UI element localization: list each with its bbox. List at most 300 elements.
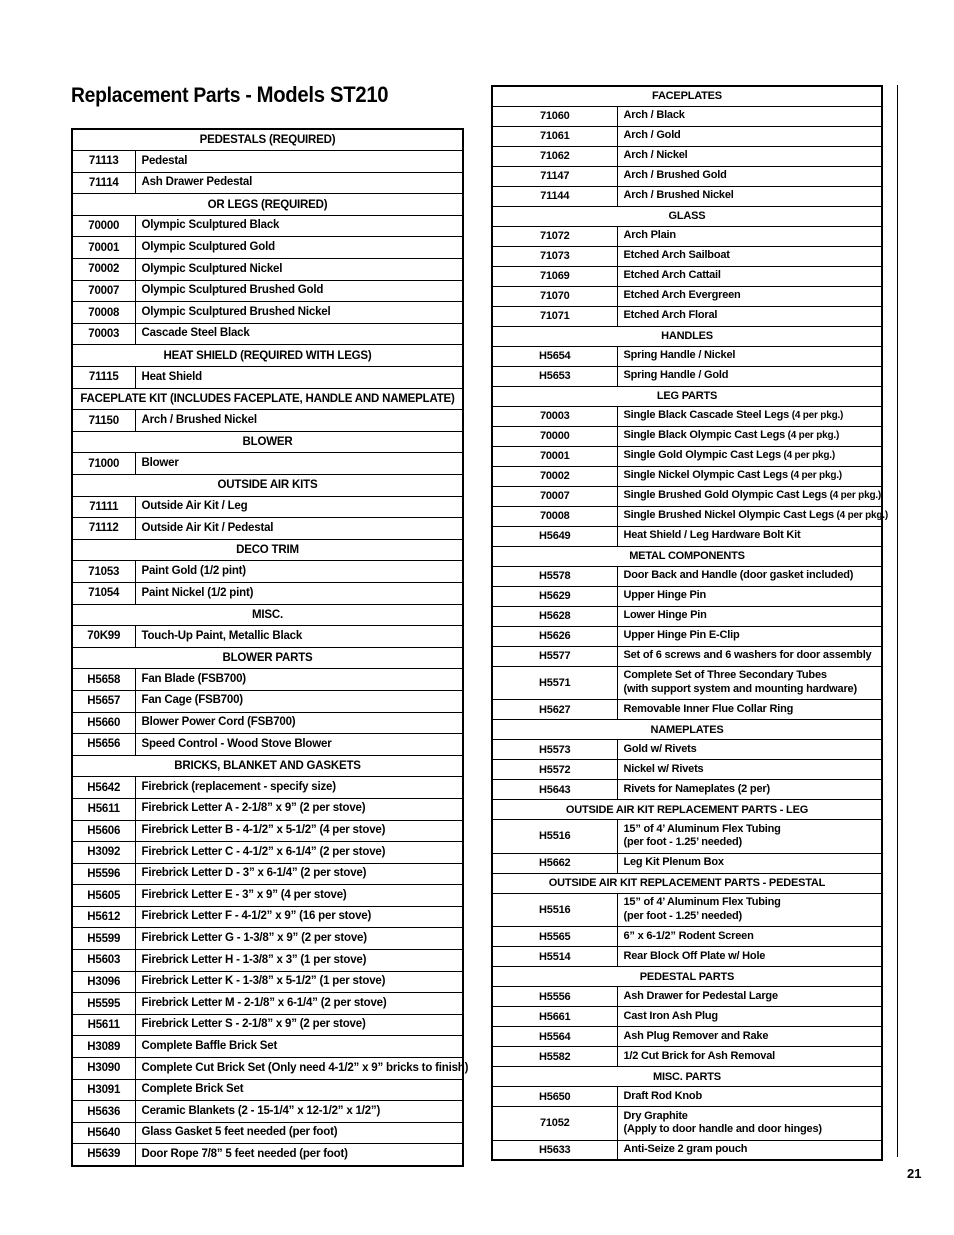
part-number: H5657 (72, 690, 135, 712)
part-row (492, 1027, 882, 1047)
part-description-text: Etched Arch Sailboat (623, 249, 730, 262)
part-description-text: Draft Rod Knob (623, 1089, 702, 1102)
part-number: H5516 (492, 820, 617, 854)
part-description-text: Touch-Up Paint, Metallic Black (141, 629, 303, 642)
part-row (72, 237, 463, 259)
right-parts-table (491, 85, 889, 1161)
part-description (617, 820, 882, 854)
part-number: H5611 (72, 798, 135, 820)
section-header-row (492, 720, 882, 740)
part-description-text: Upper Hinge Pin (623, 589, 707, 602)
part-row (72, 367, 463, 389)
section-header-row (492, 967, 882, 987)
part-description-text: Firebrick Letter B - 4-1/2” x 5-1/2” (4 per stove) (141, 824, 386, 837)
part-row (492, 646, 882, 666)
part-row (72, 777, 463, 799)
part-row (492, 266, 882, 286)
part-description (135, 734, 463, 756)
part-description-text: Firebrick Letter S - 2-1/8” x 9” (2 per stove) (141, 1018, 366, 1031)
page-number: 21 (907, 1166, 922, 1181)
part-row (492, 666, 882, 700)
part-package-note: (4 per pkg.) (833, 510, 889, 522)
part-description (617, 426, 882, 446)
part-number: 71062 (492, 146, 617, 166)
part-number: H5605 (72, 885, 135, 907)
part-row (492, 466, 882, 486)
section-header-row (72, 647, 463, 669)
part-description (617, 486, 882, 506)
part-description (617, 666, 882, 700)
part-description (617, 853, 882, 873)
part-description (135, 453, 463, 475)
part-description-text: Paint Nickel (1/2 pint) (141, 586, 254, 599)
part-description-text: Cast Iron Ash Plug (623, 1009, 718, 1022)
part-description (617, 1087, 882, 1107)
part-number: 71112 (72, 518, 135, 540)
part-description (617, 1140, 882, 1160)
part-row (72, 1036, 463, 1058)
part-description (617, 586, 882, 606)
part-row (72, 215, 463, 237)
part-row (72, 626, 463, 648)
part-description (617, 346, 882, 366)
part-description (135, 367, 463, 389)
part-description-text: Firebrick Letter C - 4-1/2” x 6-1/4” (2 per stove) (141, 845, 386, 858)
part-description (135, 798, 463, 820)
part-row (492, 346, 882, 366)
part-number: 70007 (492, 486, 617, 506)
part-number: H3091 (72, 1079, 135, 1101)
part-row (72, 1058, 463, 1080)
part-description (135, 971, 463, 993)
section-header: GLASS (492, 206, 882, 226)
part-number: H5556 (492, 987, 617, 1007)
part-description-text: Single Gold Olympic Cast Legs (623, 449, 781, 462)
part-row (492, 506, 882, 526)
section-header-row (492, 546, 882, 566)
section-header-row (492, 873, 882, 893)
part-package-note: (4 per pkg.) (826, 490, 882, 502)
part-description-text: Speed Control - Wood Stove Blower (141, 737, 332, 750)
section-header-row (72, 604, 463, 626)
part-description-text: Firebrick Letter A - 2-1/8” x 9” (2 per stove) (141, 802, 366, 815)
part-number: H5606 (72, 820, 135, 842)
part-description (135, 323, 463, 345)
part-row (492, 226, 882, 246)
part-description (135, 885, 463, 907)
part-description (617, 626, 882, 646)
part-number: H5628 (492, 606, 617, 626)
part-row (492, 146, 882, 166)
part-description (135, 1079, 463, 1101)
part-row (72, 1144, 463, 1166)
part-number: 71069 (492, 266, 617, 286)
part-row (72, 669, 463, 691)
part-description-text: Complete Brick Set (141, 1083, 244, 1096)
part-row (72, 820, 463, 842)
part-description-text: Glass Gasket 5 feet needed (per foot) (141, 1126, 338, 1139)
part-number: 71111 (72, 496, 135, 518)
part-number: H3096 (72, 971, 135, 993)
part-row (492, 246, 882, 266)
part-number: H5573 (492, 740, 617, 760)
part-row (72, 928, 463, 950)
section-header: DECO TRIM (72, 539, 463, 561)
part-description (135, 906, 463, 928)
part-description (135, 518, 463, 540)
part-number: H5633 (492, 1140, 617, 1160)
part-number: 70003 (492, 406, 617, 426)
part-description-text: Firebrick (replacement - specify size) (141, 780, 336, 793)
part-number: H5572 (492, 760, 617, 780)
section-header: PEDESTALS (REQUIRED) (72, 129, 463, 151)
part-number: 70001 (72, 237, 135, 259)
section-header: OUTSIDE AIR KITS (72, 475, 463, 497)
part-row (72, 323, 463, 345)
part-number: 70008 (492, 506, 617, 526)
part-description-text: Fan Cage (FSB700) (141, 694, 243, 707)
part-number: 70002 (492, 466, 617, 486)
section-header-row (72, 388, 463, 410)
part-row (492, 700, 882, 720)
part-number: H5577 (492, 646, 617, 666)
part-number: H5653 (492, 366, 617, 386)
part-number: 71144 (492, 186, 617, 206)
part-description-text: Nickel w/ Rivets (623, 762, 704, 775)
part-number: H5642 (72, 777, 135, 799)
part-description (135, 842, 463, 864)
part-description (135, 626, 463, 648)
part-number: H5596 (72, 863, 135, 885)
part-description (135, 820, 463, 842)
section-header-row (492, 1067, 882, 1087)
part-row (492, 626, 882, 646)
part-description (135, 863, 463, 885)
part-description (135, 1144, 463, 1166)
part-number: H5582 (492, 1047, 617, 1067)
part-number: 71053 (72, 561, 135, 583)
part-number: 71114 (72, 172, 135, 194)
part-description-text: Ceramic Blankets (2 - 15-1/4” x 12-1/2” x 1/2”) (141, 1104, 381, 1117)
section-header: FACEPLATES (492, 86, 882, 106)
part-row (72, 496, 463, 518)
part-row (72, 690, 463, 712)
part-description-text: Gold w/ Rivets (623, 742, 697, 755)
part-number: 70000 (492, 426, 617, 446)
part-description-text: Heat Shield / Leg Hardware Bolt Kit (623, 529, 801, 542)
part-row (492, 306, 882, 326)
part-description-text: Arch / Black (623, 109, 685, 122)
part-description (135, 1036, 463, 1058)
part-description-text: Etched Arch Cattail (623, 269, 721, 282)
part-row (72, 971, 463, 993)
part-description-text: Firebrick Letter G - 1-3/8” x 9” (2 per stove) (141, 932, 367, 945)
part-description-text: Firebrick Letter M - 2-1/8” x 6-1/4” (2 per stove) (141, 996, 387, 1009)
part-description-text: Firebrick Letter F - 4-1/2” x 9” (16 per stove) (141, 910, 372, 923)
part-row (72, 950, 463, 972)
part-package-note: (4 per pkg.) (787, 470, 842, 482)
part-number: 71052 (492, 1107, 617, 1141)
part-row (72, 842, 463, 864)
part-description (135, 561, 463, 583)
part-description (617, 740, 882, 760)
part-row (492, 893, 882, 927)
part-description (135, 1014, 463, 1036)
page-title-models: Models ST210 (256, 82, 389, 107)
page-title (71, 82, 388, 108)
part-description (135, 151, 463, 173)
part-number: H5611 (72, 1014, 135, 1036)
part-number: 71000 (72, 453, 135, 475)
part-description-text: Arch / Brushed Nickel (141, 413, 257, 426)
part-number: H5661 (492, 1007, 617, 1027)
part-number: 71150 (72, 410, 135, 432)
part-description (617, 506, 889, 526)
section-header: HANDLES (492, 326, 882, 346)
part-number: 71073 (492, 246, 617, 266)
part-description (135, 1058, 469, 1080)
part-number: H5599 (72, 928, 135, 950)
part-number: 70007 (72, 280, 135, 302)
part-description-text: Complete Baffle Brick Set (141, 1039, 278, 1052)
part-description-text: Arch / Nickel (623, 149, 688, 162)
part-number: H5626 (492, 626, 617, 646)
part-row (72, 863, 463, 885)
part-number: H5660 (72, 712, 135, 734)
part-number: H5595 (72, 993, 135, 1015)
part-description-text: Paint Gold (1/2 pint) (141, 564, 246, 577)
part-description (617, 1047, 882, 1067)
section-header: FACEPLATE KIT (INCLUDES FACEPLATE, HANDLE AND NAMEPLATE) (72, 388, 463, 410)
section-header-row (72, 475, 463, 497)
part-description-text: Blower (141, 456, 179, 469)
section-header-row (72, 755, 463, 777)
part-row (72, 1101, 463, 1123)
section-header-row (492, 206, 882, 226)
margin-rule (897, 85, 898, 1157)
section-header-row (492, 800, 882, 820)
section-header: MISC. (72, 604, 463, 626)
part-description-text: Door Rope 7/8” 5 feet needed (per foot) (141, 1147, 348, 1160)
part-row (492, 446, 882, 466)
part-description-text: Olympic Sculptured Brushed Gold (141, 284, 324, 297)
part-description-text: Rivets for Nameplates (2 per) (623, 782, 770, 795)
part-row (72, 734, 463, 756)
part-description-text: Spring Handle / Gold (623, 369, 729, 382)
part-number: H5514 (492, 947, 617, 967)
part-number: H5662 (492, 853, 617, 873)
part-description (617, 947, 882, 967)
part-description-note: (per foot - 1.25’ needed) (623, 836, 742, 849)
part-number: H3089 (72, 1036, 135, 1058)
part-description (617, 466, 882, 486)
part-description-text: Firebrick Letter K - 1-3/8” x 5-1/2” (1 per stove) (141, 975, 386, 988)
part-description (617, 893, 882, 927)
part-description-text: Etched Arch Evergreen (623, 289, 741, 302)
part-number: H5658 (72, 669, 135, 691)
section-header: PEDESTAL PARTS (492, 967, 882, 987)
part-description (617, 780, 882, 800)
part-description (135, 259, 463, 281)
part-row (72, 798, 463, 820)
part-number: 70000 (72, 215, 135, 237)
part-description-text: Leg Kit Plenum Box (623, 856, 724, 869)
part-description (617, 987, 882, 1007)
part-description-text: Removable Inner Flue Collar Ring (623, 702, 794, 715)
part-number: 71072 (492, 226, 617, 246)
part-package-note: (4 per pkg.) (789, 410, 844, 422)
part-row (492, 947, 882, 967)
part-description-text: Single Nickel Olympic Cast Legs (623, 469, 788, 482)
part-description-note: (Apply to door handle and door hinges) (623, 1123, 822, 1136)
part-row (72, 302, 463, 324)
part-number: H5565 (492, 927, 617, 947)
part-description-text: Complete Cut Brick Set (Only need 4-1/2” x 9” bricks to finish) (141, 1061, 469, 1074)
part-number: H5627 (492, 700, 617, 720)
part-description (617, 927, 882, 947)
part-row (72, 410, 463, 432)
part-description (617, 446, 882, 466)
part-description-text: Rear Block Off Plate w/ Hole (623, 949, 766, 962)
part-description-text: Complete Set of Three Secondary Tubes (623, 669, 827, 682)
part-description (135, 410, 463, 432)
part-description (135, 496, 463, 518)
part-description (617, 286, 882, 306)
part-description (617, 246, 882, 266)
part-number: 71070 (492, 286, 617, 306)
part-description (135, 777, 463, 799)
part-description (617, 146, 882, 166)
part-description (135, 1101, 463, 1123)
part-description (617, 126, 882, 146)
part-description-text: Set of 6 screws and 6 washers for door assembly (623, 649, 872, 662)
part-number: H3090 (72, 1058, 135, 1080)
left-parts-table (71, 128, 469, 1167)
part-description (617, 526, 882, 546)
part-row (492, 760, 882, 780)
part-description (617, 226, 882, 246)
part-description-text: Firebrick Letter D - 3” x 6-1/4” (2 per stove) (141, 867, 367, 880)
part-row (492, 106, 882, 126)
part-number: H5571 (492, 666, 617, 700)
part-description (617, 1007, 882, 1027)
part-description-text: Olympic Sculptured Black (141, 219, 280, 232)
part-description (617, 1107, 882, 1141)
part-description-text: Olympic Sculptured Nickel (141, 262, 283, 275)
section-header: MISC. PARTS (492, 1067, 882, 1087)
part-description-text: Etched Arch Floral (623, 309, 718, 322)
part-row (492, 166, 882, 186)
part-number: 70001 (492, 446, 617, 466)
part-row (492, 526, 882, 546)
part-description-text: Ash Drawer for Pedestal Large (623, 989, 778, 1002)
part-number: 71060 (492, 106, 617, 126)
part-row (492, 186, 882, 206)
part-description (617, 106, 882, 126)
part-row (72, 906, 463, 928)
part-description-text: Olympic Sculptured Brushed Nickel (141, 305, 331, 318)
part-row (72, 518, 463, 540)
section-header-row (72, 431, 463, 453)
part-description-text: Single Black Olympic Cast Legs (623, 429, 786, 442)
section-header: BRICKS, BLANKET AND GASKETS (72, 755, 463, 777)
part-description-text: 6” x 6-1/2” Rodent Screen (623, 929, 754, 942)
part-description (617, 406, 882, 426)
part-row (492, 987, 882, 1007)
part-number: H5636 (72, 1101, 135, 1123)
part-description (135, 712, 463, 734)
part-description-text: Single Black Cascade Steel Legs (623, 409, 790, 422)
part-description-text: Single Brushed Gold Olympic Cast Legs (623, 489, 827, 502)
part-description-text: Cascade Steel Black (141, 327, 250, 340)
section-header-row (72, 539, 463, 561)
part-row (492, 366, 882, 386)
part-description (617, 166, 882, 186)
part-number: 71147 (492, 166, 617, 186)
part-description (135, 582, 463, 604)
section-header-row (492, 86, 882, 106)
part-row (492, 1007, 882, 1027)
part-description-text: Olympic Sculptured Gold (141, 241, 275, 254)
part-number: 71113 (72, 151, 135, 173)
part-row (72, 453, 463, 475)
part-row (72, 151, 463, 173)
part-description (135, 950, 463, 972)
part-description-text: Arch / Brushed Nickel (623, 189, 734, 202)
part-description-text: Arch Plain (623, 229, 676, 242)
part-package-note: (4 per pkg.) (785, 430, 840, 442)
part-number: H5643 (492, 780, 617, 800)
part-number: 71054 (72, 582, 135, 604)
part-description-note: (with support system and mounting hardware) (623, 682, 857, 695)
part-number: H5629 (492, 586, 617, 606)
part-row (492, 286, 882, 306)
part-description (135, 280, 463, 302)
part-number: H5564 (492, 1027, 617, 1047)
part-description-text: Single Brushed Nickel Olympic Cast Legs (623, 509, 834, 522)
part-number: 71071 (492, 306, 617, 326)
part-description-text: 15” of 4’ Aluminum Flex Tubing (623, 822, 781, 835)
part-number: 71061 (492, 126, 617, 146)
part-description-text: Door Back and Handle (door gasket included) (623, 569, 854, 582)
part-number: H5649 (492, 526, 617, 546)
part-description (135, 690, 463, 712)
part-description-text: Spring Handle / Nickel (623, 349, 736, 362)
part-description-text: Ash Plug Remover and Rake (623, 1029, 769, 1042)
part-row (72, 1014, 463, 1036)
part-row (72, 993, 463, 1015)
part-row (492, 820, 882, 854)
part-number: 70003 (72, 323, 135, 345)
part-description (135, 302, 463, 324)
part-row (72, 1122, 463, 1144)
part-description (617, 366, 882, 386)
part-number: 71115 (72, 367, 135, 389)
part-description (617, 646, 882, 666)
section-header-row (72, 345, 463, 367)
part-description (617, 266, 882, 286)
part-row (72, 280, 463, 302)
part-description (617, 1027, 882, 1047)
part-row (492, 586, 882, 606)
part-description-text: Upper Hinge Pin E-Clip (623, 629, 740, 642)
part-description (617, 700, 882, 720)
part-row (72, 172, 463, 194)
part-row (492, 1087, 882, 1107)
part-number: H5654 (492, 346, 617, 366)
part-row (492, 606, 882, 626)
part-row (492, 927, 882, 947)
